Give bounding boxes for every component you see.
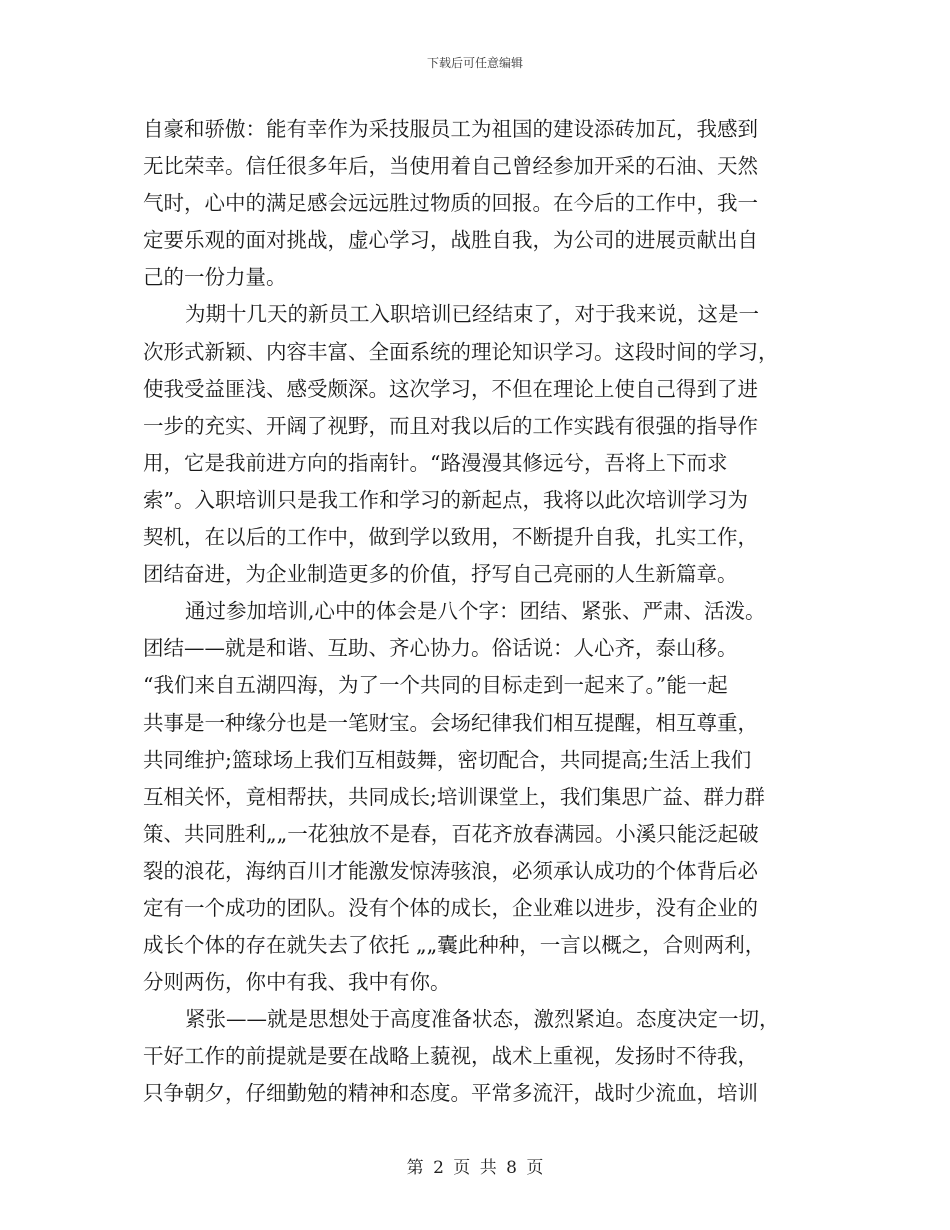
text-line: 策、共同胜利„„一花独放不是春，百花齐放春满园。小溪只能泛起破 [143,821,759,846]
text-line: 共同维护;篮球场上我们互相鼓舞，密切配合，共同提高;生活上我们 [143,747,752,772]
text-line: 团结奋进，为企业制造更多的价值，抒写自己亮丽的人生新篇章。 [143,562,738,587]
page-header: 下载后可任意编辑 [426,56,523,70]
text-line: 互相关怀，竟相帮扶，共同成长;培训课堂上，我们集思广益、群力群 [143,784,765,809]
text-line: 索”。入职培训只是我工作和学习的新起点，我将以此次培训学习为 [143,487,748,512]
text-line: 共事是一种缘分也是一笔财宝。会场纪律我们相互提醒，相互尊重， [143,710,758,735]
text-line: 使我受益匪浅、感受颇深。这次学习，不但在理论上使自己得到了进 [143,376,758,401]
text-line: 成长个体的存在就失去了依托 „„囊此种种，一言以概之，合则两利， [143,933,766,958]
text-line: 定要乐观的面对挑战，虚心学习，战胜自我，为公司的进展贡献出自 [143,228,758,253]
text-line: 无比荣幸。信任很多年后，当使用着自己曾经参加开采的石油、天然 [143,154,758,179]
text-line: 通过参加培训,心中的体会是八个字：团结、紧张、严肃、活泼。 [185,599,766,624]
text-line: “我们来自五湖四海，为了一个共同的目标走到一起来了。”能一起 [143,673,728,698]
text-line: 紧张——就是思想处于高度准备状态，激烈紧迫。态度决定一切， [185,1007,780,1032]
text-line: 分则两伤，你中有我、我中有你。 [143,970,451,995]
text-line: 一步的充实、开阔了视野，而且对我以后的工作实践有很强的指导作 [143,413,758,438]
text-line: 干好工作的前提就是要在战略上藐视，战术上重视，发扬时不待我， [143,1044,758,1069]
text-line: 用，它是我前进方向的指南针。“路漫漫其修远兮，吾将上下而求 [143,450,728,475]
text-line: 定有一个成功的团队。没有个体的成长，企业难以进步，没有企业的 [143,895,758,920]
text-line: 气时，心中的满足感会远远胜过物质的回报。在今后的工作中，我一 [143,191,758,216]
text-line: 裂的浪花，海纳百川才能激发惊涛骇浪，必须承认成功的个体背后必 [143,858,758,883]
page-number-footer: 第 2 页 共 8 页 [406,1158,544,1178]
text-line: 为期十几天的新员工入职培训已经结束了，对于我来说，这是一 [185,302,759,327]
text-line: 团结——就是和谐、互助、齐心协力。俗话说：人心齐，泰山移。 [143,636,738,661]
text-line: 只争朝夕，仔细勤勉的精神和态度。平常多流汗，战时少流血，培训 [143,1081,758,1106]
text-line: 次形式新颖、内容丰富、全面系统的理论知识学习。这段时间的学习， [143,339,779,364]
text-line: 己的一份力量。 [143,265,287,290]
text-line: 契机，在以后的工作中，做到学以致用，不断提升自我，扎实工作， [143,525,758,550]
text-line: 自豪和骄傲：能有幸作为采技服员工为祖国的建设添砖加瓦，我感到 [143,117,758,141]
body-text [143,111,808,1113]
